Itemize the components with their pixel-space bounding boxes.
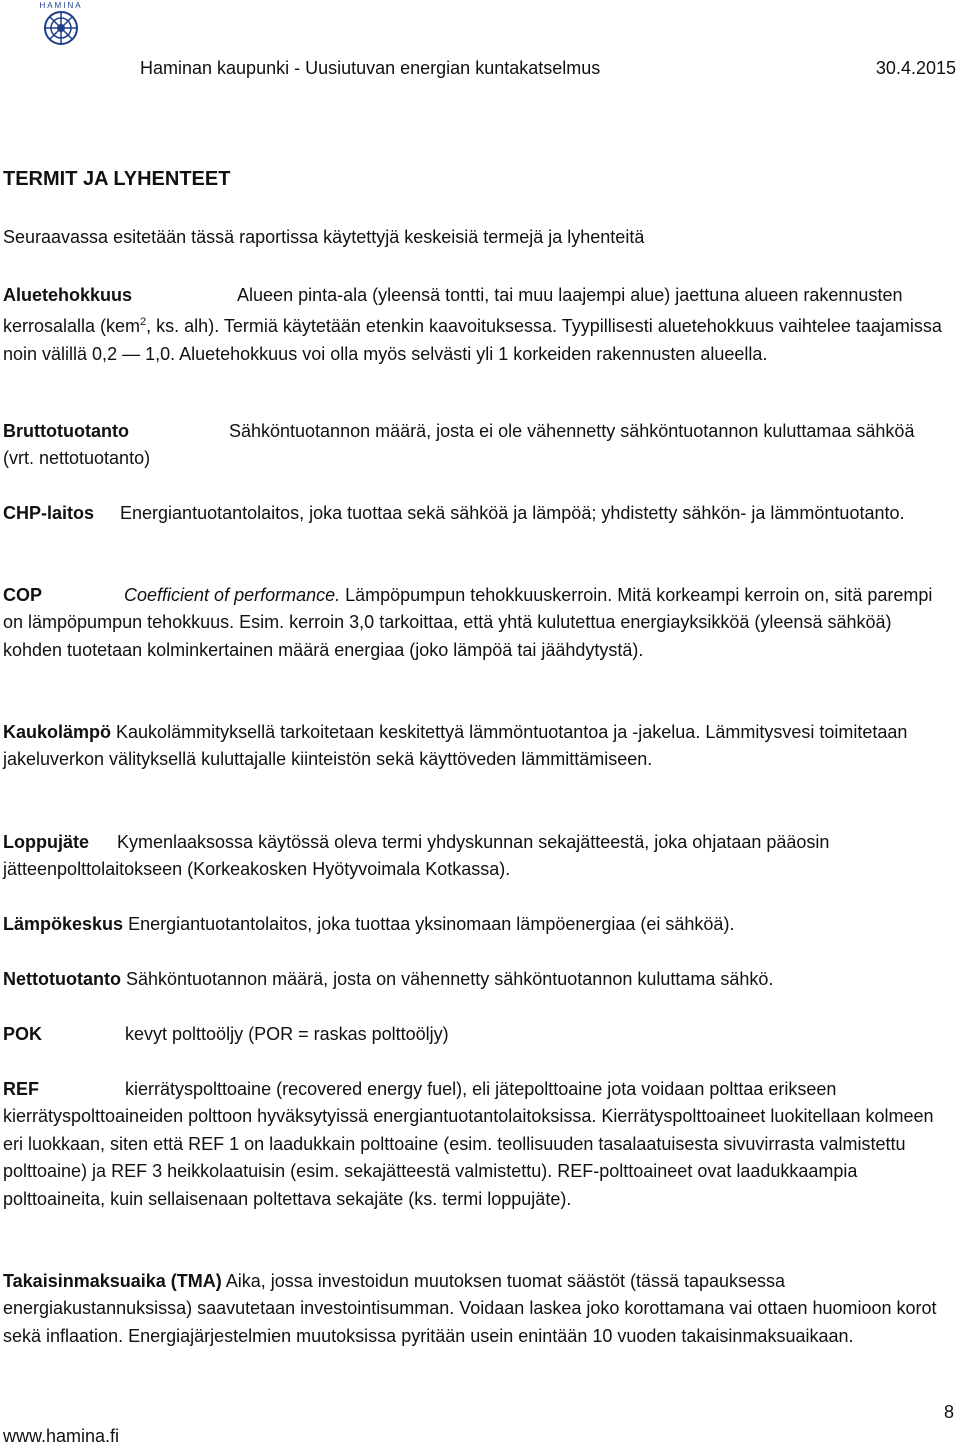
page-number: 8 [943,1402,954,1422]
term-definition: Aika, jossa investoidun muutoksen tuomat säästöt (tässä tapauksessa energiakustannuksissa) saavutetaan investointisumman. Voidaan laskea joko korottamana vai ottaen huomioon korot sekä inflaation. Energiajärjestelmien muutoksissa pyritään usein enintään 10 vuoden takaisinmaksuaikaan. [3,1271,937,1346]
intro-text: Seuraavassa esitetään tässä raportissa käytettyjä keskeisiä termejä ja lyhenteitä [3,227,645,247]
svg-text:HAMINA: HAMINA [39,1,83,10]
term-label: Takaisinmaksuaika (TMA) [3,1271,222,1291]
glossary-entry-cop [3,582,946,664]
glossary-entry-kaukolampo [3,719,946,774]
term-definition: kierrätyspolttoaine (recovered energy fuel), eli jätepolttoaine jota voidaan polttaa erikseen kierrätyspolttoaineiden polttoon hyväksytyissä energiantuotantolaitoksissa. Kierrätyspolttoaineet luokitellaan kolmeen eri luokkaan, siten että REF 1 on laadukkain polttoaine (esim. teollisuuden tasalaatuisesta sivuvirrasta valmistettu polttoaine) ja REF 3 heikkolaatuisin (esim. sekajätteestä valmistettu). REF-polttoaineet ovat laadukkaampia polttoaineita, kuin sellaisenaan poltettava sekajäte (ks. termi loppujäte). [3,1079,934,1209]
term-definition: Energiantuotantolaitos, joka tuottaa sekä sähköä ja lämpöä; yhdistetty sähkön- ja lämmöntuotanto. [120,503,905,523]
term-label: Lämpökeskus [3,914,124,934]
superscript: 2 [140,316,147,329]
term-label: Bruttotuotanto [3,421,129,441]
glossary-entry-aluetehokkuus [3,282,946,368]
term-label: POK [3,1024,43,1044]
glossary-entry-lampokeskus [3,911,946,938]
glossary-entry-loppujate [3,829,946,884]
term-definition: Sähköntuotannon määrä, josta ei ole vähennetty sähköntuotannon kuluttamaa sähköä (vrt. nettotuotanto) [3,421,915,469]
header-date: 30.4.2015 [875,58,956,78]
glossary-entry-nettotuotanto [3,966,946,993]
term-definition-cont: , ks. alh). Termiä käytetään etenkin kaavoituksessa. Tyypillisesti aluetehokkuus vaihtelee taajamissa noin välillä 0,2 — 1,0. Aluetehokkuus voi olla myös selvästi yli 1 korkeiden rakennusten alueella. [3,316,942,364]
term-definition: kevyt polttoöljy (POR = raskas polttoöljy) [125,1024,449,1044]
term-label: Aluetehokkuus [3,285,133,305]
term-definition: Kymenlaaksossa käytössä oleva termi yhdyskunnan sekajätteestä, joka ohjataan pääosin jätteenpolttolaitokseen (Korkeakosken Hyötyvoimala Kotkassa). [3,832,830,880]
term-definition: Lämpöpumpun tehokkuuskerroin. Mitä korkeampi kerroin on, sitä parempi on lämpöpumpun tehokkuus. Esim. kerroin 3,0 tarkoittaa, että yhtä kulutettua energiayksikköä (yleensä sähköä) kohden tuotetaan kolminkertainen määrä energiaa (joko lämpöä tai jäähdytystä). [3,585,933,660]
hamina-logo [32,0,90,46]
page-title: TERMIT JA LYHENTEET [3,168,231,190]
glossary-entry-chp-laitos [3,500,946,527]
term-definition: Alueen pinta-ala (yleensä tontti, tai muu laajempi alue) jaettuna alueen rakennusten kerrosalalla (kem [3,285,903,337]
term-label: COP [3,585,43,605]
page-header [140,58,956,79]
term-definition: Kaukolämmityksellä tarkoitetaan keskitettyä lämmöntuotantoa ja -jakelua. Lämmitysvesi toimitetaan jakeluverkon välityksellä kuluttajalle kiinteistön sekä käyttöveden lämmittämiseen. [3,722,908,770]
glossary-entry-bruttotuotanto [3,418,946,473]
term-label: CHP-laitos [3,503,95,523]
term-definition: Sähköntuotannon määrä, josta on vähennetty sähköntuotannon kuluttama sähkö. [120,969,774,989]
term-label: Kaukolämpö [3,722,112,742]
glossary-entry-takaisinmaksuaika [3,1268,946,1350]
hamina-crest-icon [32,0,90,46]
header-title: Haminan kaupunki - Uusiutuvan energian kuntakatselmus [140,58,601,78]
term-label: Nettotuotanto [3,969,121,989]
term-definition: Energiantuotantolaitos, joka tuottaa yksinomaan lämpöenergiaa (ei sähköä). [123,914,735,934]
term-italic: Coefficient of performance. [124,585,341,605]
term-label: REF [3,1079,39,1099]
glossary-entry-pok [3,1021,946,1048]
footer-website-link[interactable]: www.hamina.fi [3,1426,120,1446]
glossary-entry-ref [3,1076,946,1213]
term-label: Loppujäte [3,832,89,852]
